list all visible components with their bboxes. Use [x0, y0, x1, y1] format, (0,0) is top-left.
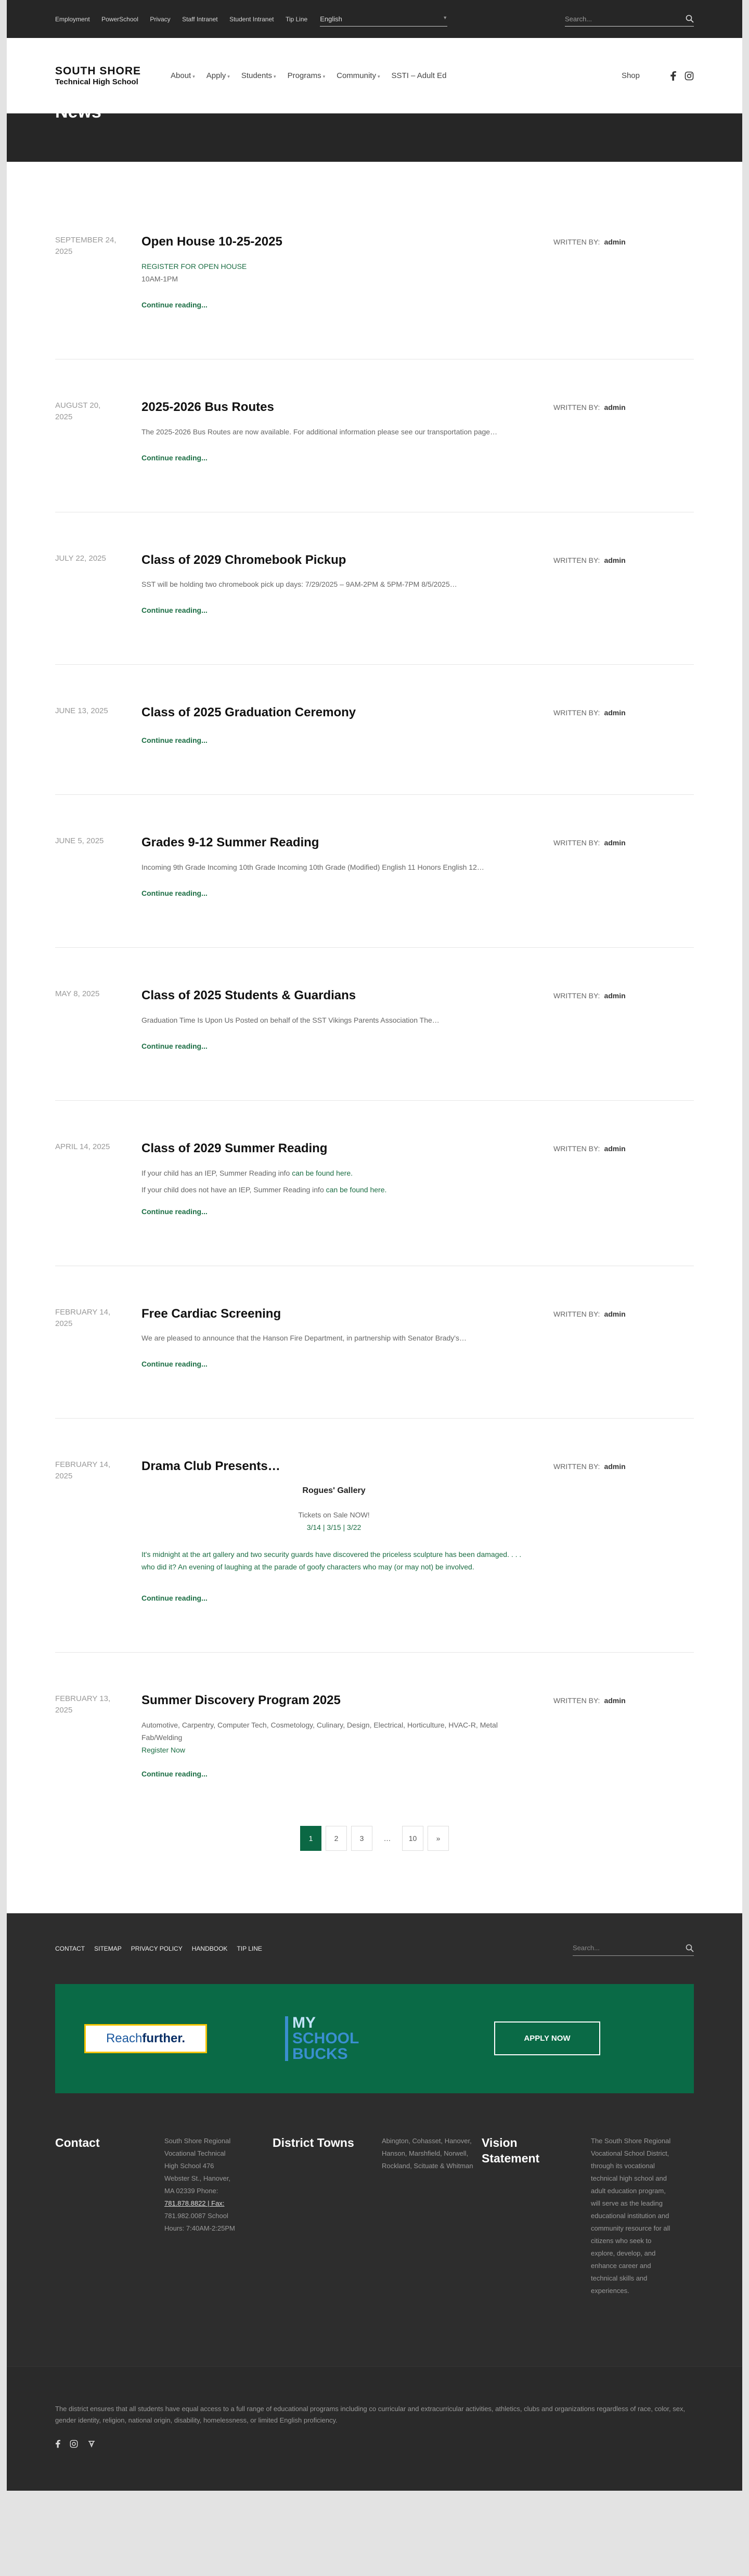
site-footer: [7, 1913, 742, 2491]
contact-line: South Shore Regional: [164, 2136, 231, 2145]
post-date: JULY 22, 2025: [55, 553, 106, 563]
pagination: [55, 1826, 694, 1851]
post-date: APRIL 14, 2025: [55, 1142, 110, 1151]
contact-line: High School 476: [164, 2161, 214, 2170]
post-title[interactable]: Drama Club Presents…: [141, 1459, 280, 1474]
district-towns-text: Abington, Cohasset, Hanover, Hanson, Marshfield, Norwell, Rockland, Scituate & Whitman: [382, 2136, 473, 2170]
footer-search-placeholder: Search...: [573, 1944, 600, 1952]
page-1-button[interactable]: 1: [300, 1826, 321, 1851]
continue-reading-link[interactable]: Continue reading...: [141, 606, 208, 615]
register-now-link[interactable]: Register Now: [141, 1745, 186, 1754]
program-list: Automotive, Carpentry, Computer Tech, Cosmetology, Culinary, Design, Electrical, Horticulture, HVAC-R, Metal Fab/Welding: [141, 1720, 498, 1742]
continue-reading-link[interactable]: Continue reading...: [141, 736, 208, 745]
news-post: [55, 553, 694, 665]
author-name: admin: [604, 1462, 626, 1471]
page-10-button[interactable]: 10: [402, 1826, 423, 1851]
util-link-tip-line[interactable]: Tip Line: [285, 15, 308, 23]
news-post: [55, 235, 694, 359]
menu-item-community[interactable]: [337, 71, 380, 80]
vision-heading: Vision Statement: [482, 2135, 540, 2165]
post-author: [553, 839, 626, 847]
author-name: admin: [604, 556, 626, 564]
chevron-down-icon: ▾: [322, 74, 326, 79]
contact-line: Vocational Technical: [164, 2149, 226, 2157]
written-by-label: WRITTEN BY:: [553, 709, 600, 717]
page-hero: [7, 102, 742, 162]
menu-label: Students: [241, 71, 273, 80]
language-value: English: [320, 15, 342, 23]
post-author: [553, 238, 626, 246]
tickets-text: Tickets on Sale NOW!: [298, 1511, 370, 1519]
written-by-label: WRITTEN BY:: [553, 1144, 600, 1153]
post-author: [553, 709, 626, 717]
chevron-down-icon: ▾: [274, 74, 276, 79]
post-author: [553, 1462, 626, 1471]
chevron-down-icon: ▾: [377, 74, 380, 79]
post-date: JUNE 5, 2025: [55, 836, 104, 846]
logo-line-2: Technical High School: [55, 78, 138, 86]
logo-line-1: SOUTH SHORE: [55, 65, 141, 77]
site-logo[interactable]: [55, 66, 141, 86]
footer-bottom: [7, 2366, 742, 2491]
no-iep-paragraph: [141, 1183, 526, 1196]
post-excerpt: SST will be holding two chromebook pick up days: 7/29/2025 – 9AM-2PM & 5PM-7PM 8/5/2025…: [141, 580, 457, 589]
page-2-button[interactable]: 2: [326, 1826, 347, 1851]
page-title: News: [55, 102, 101, 122]
post-body: [141, 1141, 526, 1216]
author-name: admin: [604, 238, 626, 246]
footer-link-contact[interactable]: CONTACT: [55, 1944, 85, 1952]
chevron-down-icon: ▾: [192, 74, 195, 79]
post-body: [141, 1307, 526, 1369]
author-name: admin: [604, 403, 626, 411]
news-post: [55, 835, 694, 948]
iep-paragraph: [141, 1167, 526, 1179]
post-date: AUGUST 20, 2025: [55, 401, 101, 421]
post-author: [553, 1310, 626, 1318]
page: [7, 0, 742, 2491]
author-name: admin: [604, 839, 626, 847]
menu-label: Apply: [206, 71, 226, 80]
written-by-label: WRITTEN BY:: [553, 991, 600, 1000]
author-name: admin: [604, 1309, 626, 1318]
util-link-employment[interactable]: Employment: [55, 15, 90, 23]
author-name: admin: [604, 1144, 626, 1153]
post-excerpt: [141, 1167, 526, 1196]
continue-reading-link[interactable]: Continue reading...: [141, 1360, 208, 1369]
post-title[interactable]: Class of 2029 Summer Reading: [141, 1141, 328, 1155]
pagination-ellipsis: …: [377, 1826, 398, 1851]
post-body: [141, 235, 526, 309]
further-text: further.: [142, 2031, 186, 2045]
post-body: [141, 400, 526, 462]
util-link-privacy[interactable]: Privacy: [150, 15, 171, 23]
written-by-label: WRITTEN BY:: [553, 1462, 600, 1471]
menu-item-programs[interactable]: [288, 71, 326, 80]
footer-link-tip-line[interactable]: TIP LINE: [237, 1944, 262, 1952]
post-author: [553, 556, 626, 564]
language-select[interactable]: [320, 12, 447, 27]
show-dates: 3/14 | 3/15 | 3/22: [306, 1523, 361, 1532]
menu-item-students[interactable]: [241, 71, 276, 80]
footer-search-input[interactable]: [573, 1941, 694, 1956]
reach-further-logo[interactable]: [84, 2024, 207, 2053]
vision-text: The South Shore Regional Vocational School District, through its vocational technical high school and adult education program, will serve as the leading educational institution and community resource for all citizens who seek to explore, develop, and enhance career and technical skills and experiences.: [591, 2136, 671, 2295]
util-link-student-intranet[interactable]: Student Intranet: [229, 15, 274, 23]
post-title[interactable]: 2025-2026 Bus Routes: [141, 400, 274, 414]
footer-columns: [7, 2093, 742, 2366]
contact-line: Hours: 7:40AM-2:25PM: [164, 2224, 235, 2232]
post-body: [141, 553, 526, 615]
post-excerpt: The 2025-2026 Bus Routes are now available. For additional information please see our transportation page…: [141, 427, 498, 436]
apply-now-button[interactable]: APPLY NOW: [494, 2021, 600, 2055]
footer-link-handbook[interactable]: HANDBOOK: [191, 1944, 228, 1952]
news-post: [55, 1459, 694, 1653]
contact-line: 781.982.0087 School: [164, 2211, 228, 2220]
written-by-label: WRITTEN BY:: [553, 1696, 600, 1705]
author-name: admin: [604, 991, 626, 1000]
next-page-button[interactable]: »: [428, 1826, 449, 1851]
continue-reading-link[interactable]: Continue reading...: [141, 1594, 208, 1603]
post-date: SEPTEMBER 24, 2025: [55, 236, 117, 256]
footer-link-privacy[interactable]: PRIVACY POLICY: [131, 1944, 183, 1952]
msb-line-3: BUCKS: [292, 2045, 348, 2063]
post-title[interactable]: Class of 2025 Graduation Ceremony: [141, 705, 356, 720]
written-by-label: WRITTEN BY:: [553, 1309, 600, 1318]
post-excerpt: Graduation Time Is Upon Us Posted on behalf of the SST Vikings Parents Association The…: [141, 1015, 440, 1024]
menu-item-about[interactable]: [171, 71, 195, 80]
msb-line-1: MY: [292, 2014, 316, 2031]
search-icon[interactable]: [686, 15, 694, 23]
continue-reading-link[interactable]: Continue reading...: [141, 1041, 208, 1050]
menu-label: Programs: [287, 71, 321, 80]
msb-line-2: SCHOOL: [292, 2029, 359, 2047]
post-date: FEBRUARY 13, 2025: [55, 1694, 111, 1715]
page-3-button[interactable]: 3: [351, 1826, 372, 1851]
msb-bar: [285, 2016, 288, 2061]
promo-banner: [55, 1984, 694, 2093]
post-time: 10AM-1PM: [141, 274, 178, 283]
district-towns-heading: District Towns: [273, 2135, 354, 2149]
author-name: admin: [604, 709, 626, 717]
contact-details: [164, 2135, 273, 2330]
instagram-icon[interactable]: [70, 2440, 78, 2448]
post-excerpt: We are pleased to announce that the Hanson Fire Department, in partnership with Senator Brady's…: [141, 1334, 467, 1343]
chevron-down-icon: ▾: [227, 74, 230, 79]
util-link-powerschool[interactable]: PowerSchool: [101, 15, 138, 23]
written-by-label: WRITTEN BY:: [553, 839, 600, 847]
facebook-icon[interactable]: [55, 2440, 60, 2448]
header-social: [670, 71, 694, 81]
phone-link[interactable]: 781.878.8822 | Fax:: [164, 2199, 225, 2207]
msb-text: [292, 2015, 359, 2062]
written-by-label: WRITTEN BY:: [553, 403, 600, 411]
top-search-placeholder: Search...: [565, 15, 592, 23]
menu-label: About: [171, 71, 191, 80]
facebook-icon[interactable]: [670, 71, 676, 81]
post-title[interactable]: Class of 2025 Students & Guardians: [141, 988, 356, 1002]
main-menu: [171, 71, 458, 80]
instagram-icon[interactable]: [685, 71, 694, 81]
post-title[interactable]: Class of 2029 Chromebook Pickup: [141, 552, 346, 567]
shop-link[interactable]: Shop: [621, 71, 640, 80]
news-post: [55, 1141, 694, 1266]
contact-heading: Contact: [55, 2135, 100, 2149]
footer-link-sitemap[interactable]: SITEMAP: [94, 1944, 122, 1952]
footer-social: [55, 2440, 694, 2448]
contact-line: MA 02339 Phone:: [164, 2186, 218, 2195]
top-search-input[interactable]: [565, 11, 694, 27]
post-date: FEBRUARY 14, 2025: [55, 1307, 111, 1328]
continue-reading-link[interactable]: Continue reading...: [141, 1769, 208, 1778]
utility-links: [55, 15, 317, 24]
no-iep-link[interactable]: can be found here.: [326, 1185, 387, 1194]
continue-reading-link[interactable]: Continue reading...: [141, 1207, 208, 1216]
search-icon[interactable]: [686, 1944, 694, 1952]
news-post: [55, 1693, 694, 1809]
news-post: [55, 988, 694, 1101]
continue-reading-link[interactable]: Continue reading...: [141, 300, 208, 309]
post-excerpt: [141, 1485, 526, 1573]
post-excerpt: [141, 260, 526, 285]
myschoolbucks-logo[interactable]: [285, 2015, 359, 2062]
post-excerpt: [141, 1719, 526, 1756]
show-blurb: It's midnight at the art gallery and two security guards have discovered the priceless sculpture has been damaged. . . . who did it? An evening of laughing at the parade of goofy characters who may (or may not) be involved.: [141, 1550, 522, 1572]
menu-item-apply[interactable]: [206, 71, 230, 80]
menu-label: Community: [337, 71, 376, 80]
register-open-house-link[interactable]: REGISTER FOR OPEN HOUSE: [141, 262, 247, 271]
post-body: [141, 988, 526, 1050]
no-iep-text: If your child does not have an IEP, Summer Reading info: [141, 1185, 326, 1194]
continue-reading-link[interactable]: Continue reading...: [141, 453, 208, 462]
post-excerpt: Incoming 9th Grade Incoming 10th Grade Incoming 10th Grade (Modified) English 11 Honors English 12…: [141, 862, 484, 871]
chevron-down-icon: ▼: [443, 15, 448, 20]
news-post: [55, 400, 694, 512]
post-title[interactable]: Free Cardiac Screening: [141, 1306, 281, 1321]
post-body: [141, 705, 526, 744]
post-date: MAY 8, 2025: [55, 989, 100, 998]
utility-bar: [7, 0, 742, 38]
post-title[interactable]: Open House 10-25-2025: [141, 235, 282, 249]
post-title[interactable]: Grades 9-12 Summer Reading: [141, 835, 319, 850]
iep-link[interactable]: can be found here.: [292, 1168, 353, 1177]
post-date: FEBRUARY 14, 2025: [55, 1460, 111, 1481]
iep-text: If your child has an IEP, Summer Reading info: [141, 1168, 292, 1177]
news-post: [55, 1307, 694, 1419]
written-by-label: WRITTEN BY:: [553, 238, 600, 246]
tip-line-icon[interactable]: [87, 2440, 96, 2448]
post-author: [553, 1144, 626, 1153]
news-list: [7, 162, 742, 1851]
continue-reading-link[interactable]: Continue reading...: [141, 888, 208, 897]
post-author: [553, 991, 626, 1000]
post-author: [553, 1696, 626, 1705]
post-body: [141, 1693, 526, 1778]
reach-text: Reach: [106, 2031, 143, 2045]
post-body: [141, 835, 526, 897]
written-by-label: WRITTEN BY:: [553, 556, 600, 564]
post-title[interactable]: Summer Discovery Program 2025: [141, 1693, 341, 1708]
nondiscrimination-statement: The district ensures that all students have equal access to a full range of educational programs including co curricular and extracurricular activities, athletics, clubs and organizations regardless of race, color, sex, gender identity, religion, national origin, disability, homelessness, or limited English proficiency.: [55, 2404, 686, 2424]
news-post: [55, 705, 694, 795]
author-name: admin: [604, 1696, 626, 1705]
post-author: [553, 403, 626, 411]
util-link-staff-intranet[interactable]: Staff Intranet: [182, 15, 218, 23]
menu-item-adult-ed[interactable]: SSTI – Adult Ed: [391, 71, 447, 80]
show-title: Rogues' Gallery: [302, 1486, 366, 1496]
post-body: [141, 1459, 526, 1602]
contact-line: Webster St., Hanover,: [164, 2174, 230, 2182]
footer-nav: [7, 1913, 742, 1984]
post-date: JUNE 13, 2025: [55, 706, 108, 716]
